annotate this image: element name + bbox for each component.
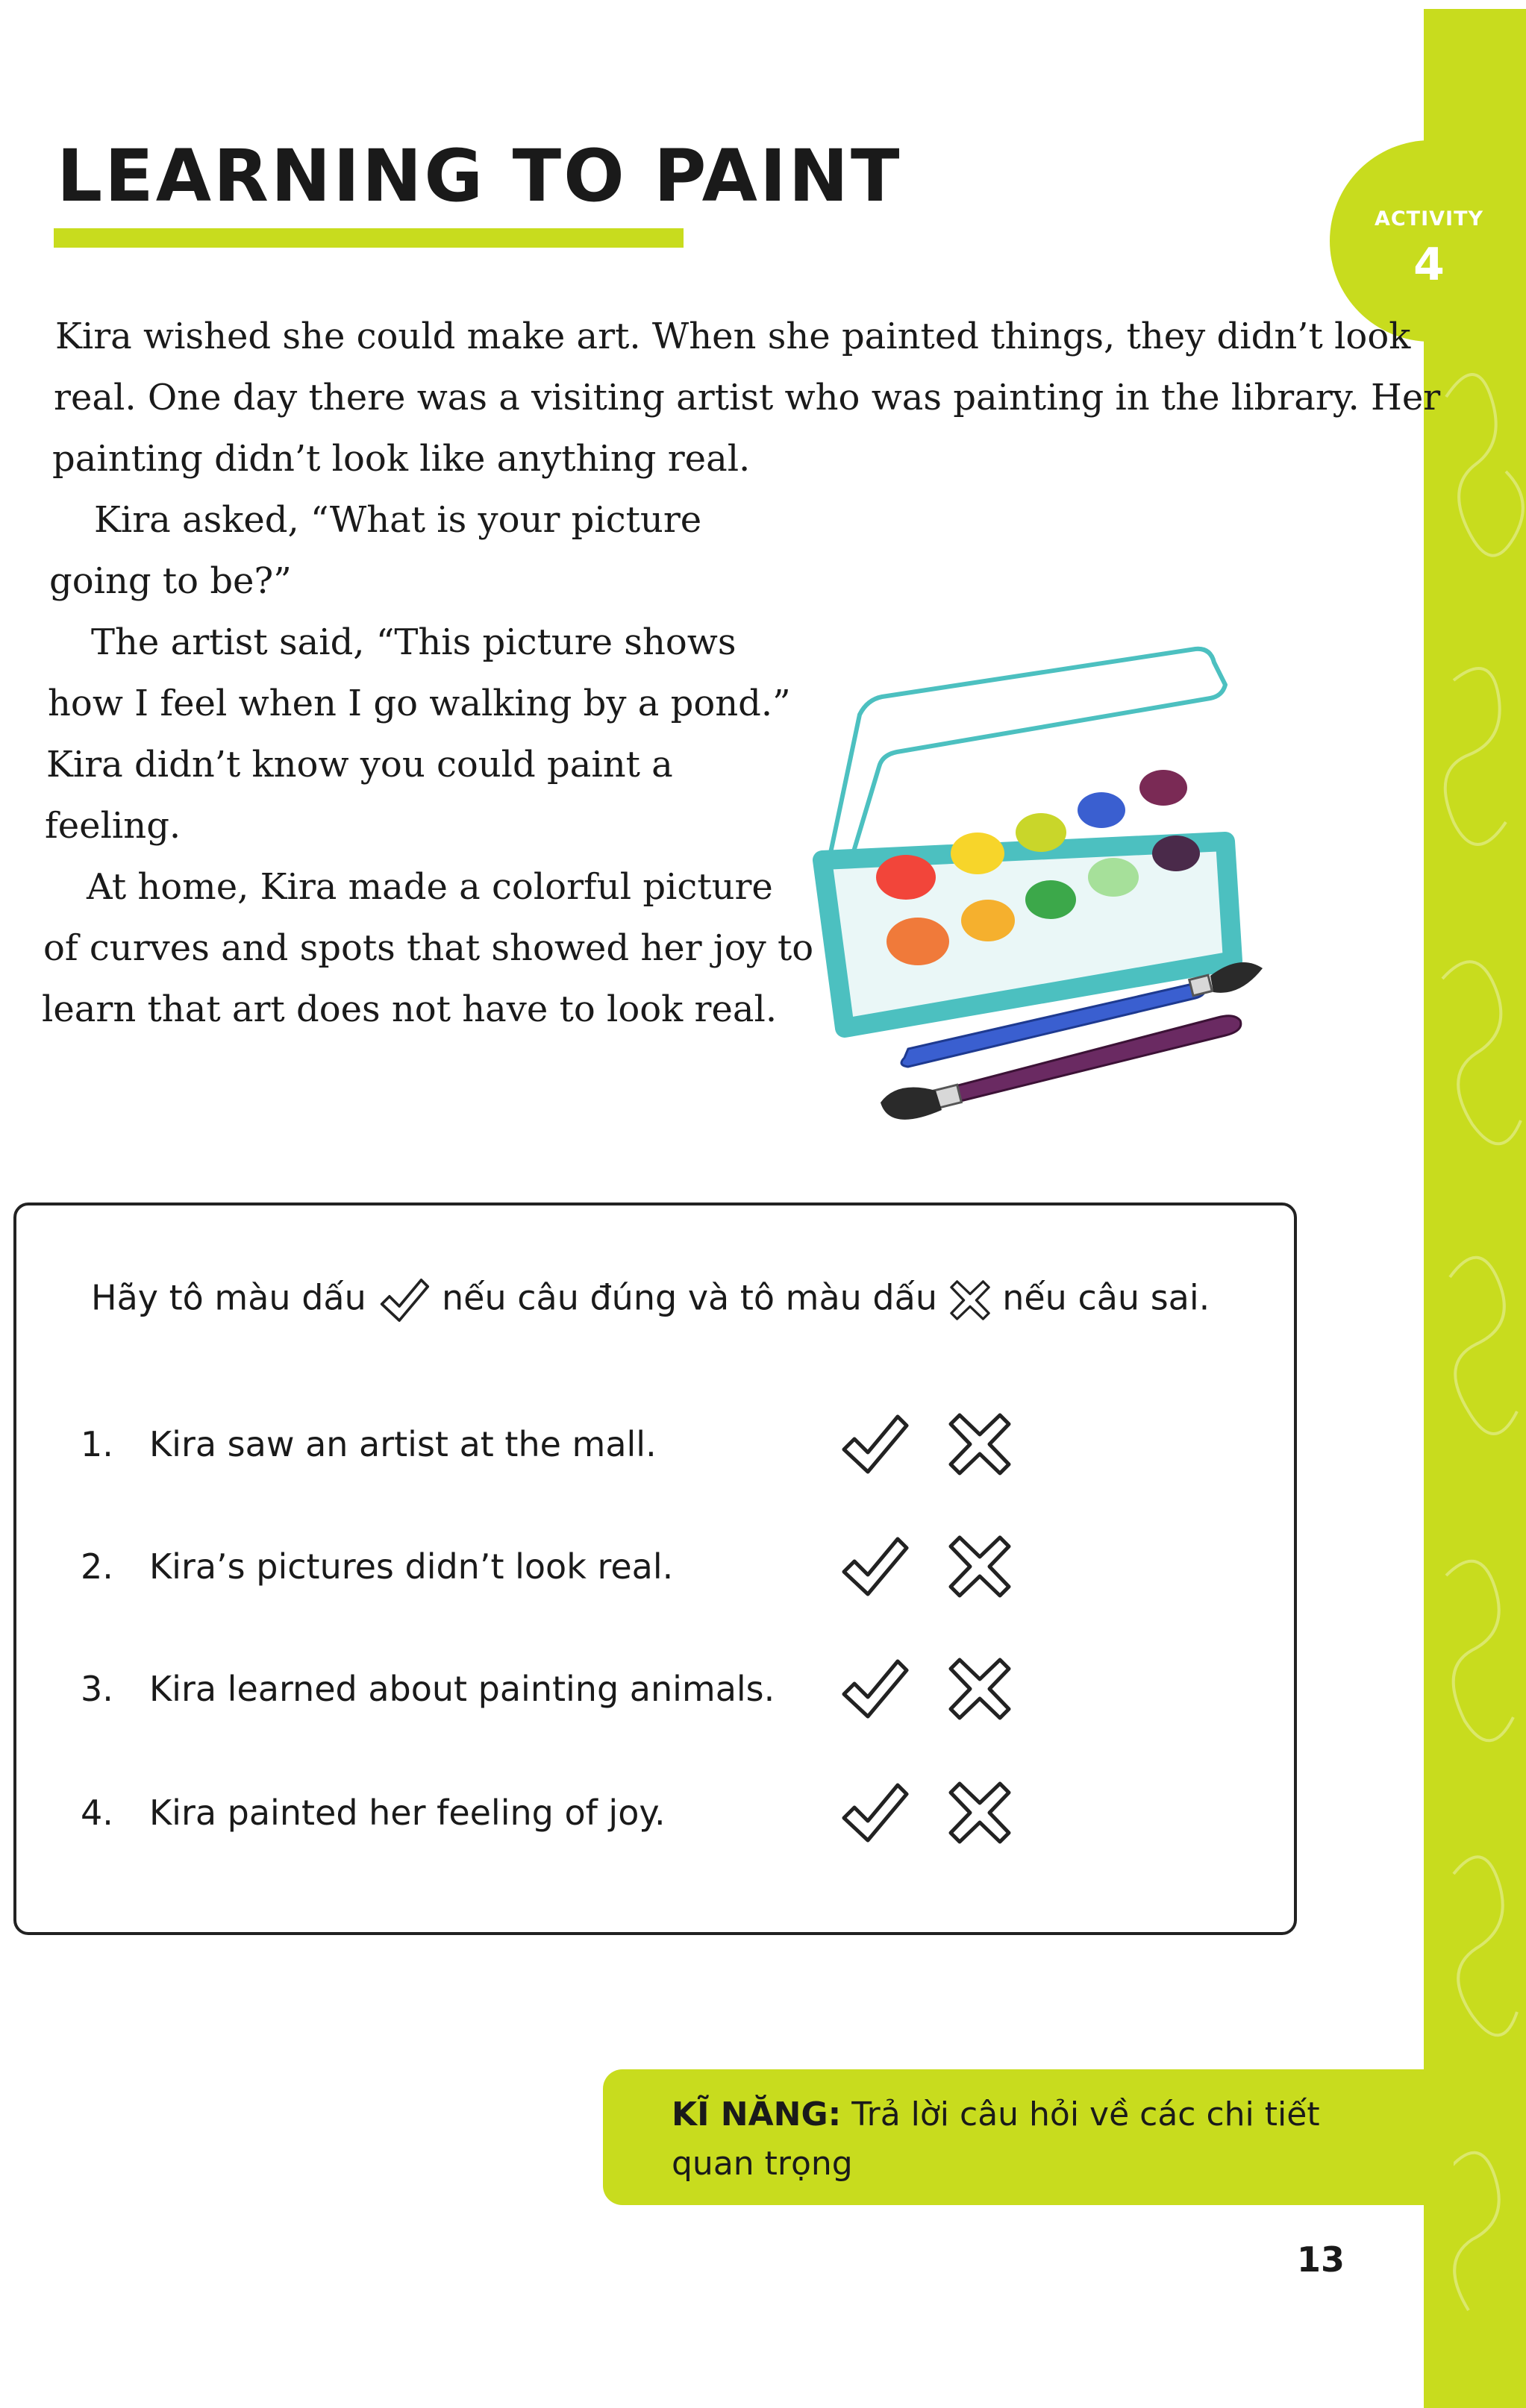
question-number: 2. (81, 1546, 113, 1587)
cross-icon[interactable] (946, 1655, 1013, 1722)
instruction-part-2: nếu câu đúng và tô màu dấu (442, 1277, 937, 1318)
check-icon[interactable] (838, 1411, 910, 1478)
story-line: real. One day there was a visiting artist who was painting in the library. Her (54, 377, 1441, 418)
question-number: 4. (81, 1793, 113, 1833)
question-text: Kira painted her feeling of joy. (149, 1793, 666, 1833)
question-text: Kira saw an artist at the mall. (149, 1424, 657, 1464)
question-text: Kira’s pictures didn’t look real. (149, 1546, 674, 1587)
cross-icon[interactable] (946, 1411, 1013, 1478)
story-line: going to be?” (49, 560, 292, 602)
check-icon[interactable] (838, 1779, 910, 1846)
story-line: of curves and spots that showed her joy to (43, 927, 814, 969)
story-line: learn that art does not have to look real. (42, 988, 778, 1030)
page-number: 13 (1296, 2239, 1345, 2280)
question-number: 1. (81, 1424, 113, 1464)
check-icon[interactable] (838, 1655, 910, 1722)
question-row (81, 1775, 1125, 1850)
skill-text (672, 2090, 1388, 2189)
story-line: Kira didn’t know you could paint a (46, 744, 673, 786)
story-line: The artist said, “This picture shows (91, 621, 737, 663)
story-line: At home, Kira made a colorful picture (87, 866, 773, 908)
story-line: how I feel when I go walking by a pond.” (48, 683, 791, 724)
story-line: painting didn’t look like anything real. (52, 438, 751, 480)
skill-description: Trả lời câu hỏi về các chi tiết quan trọng (672, 2095, 1320, 2183)
check-icon (377, 1276, 431, 1325)
question-row (81, 1652, 1125, 1726)
skill-label: KĨ NĂNG: (672, 2095, 842, 2133)
question-row (81, 1407, 1125, 1482)
story-line: Kira asked, “What is your picture (94, 499, 702, 541)
activity-number: 4 (1413, 239, 1445, 291)
title-underline (54, 228, 684, 248)
instruction-part-3: nếu câu sai. (1002, 1277, 1210, 1318)
cross-icon[interactable] (946, 1533, 1013, 1600)
story-line: Kira wished she could make art. When she painted things, they didn’t look (55, 316, 1411, 357)
check-icon[interactable] (838, 1533, 910, 1600)
story-line: feeling. (45, 805, 181, 847)
quiz-instruction (91, 1276, 1210, 1325)
question-text: Kira learned about painting animals. (149, 1669, 775, 1709)
page-title: LEARNING TO PAINT (57, 134, 902, 218)
question-row (81, 1529, 1125, 1604)
watercolor-palette-icon (807, 640, 1283, 1147)
instruction-part-1: Hãy tô màu dấu (91, 1277, 366, 1318)
cross-icon (948, 1279, 992, 1322)
cross-icon[interactable] (946, 1779, 1013, 1846)
question-number: 3. (81, 1669, 113, 1709)
activity-label: ACTIVITY (1374, 207, 1484, 231)
